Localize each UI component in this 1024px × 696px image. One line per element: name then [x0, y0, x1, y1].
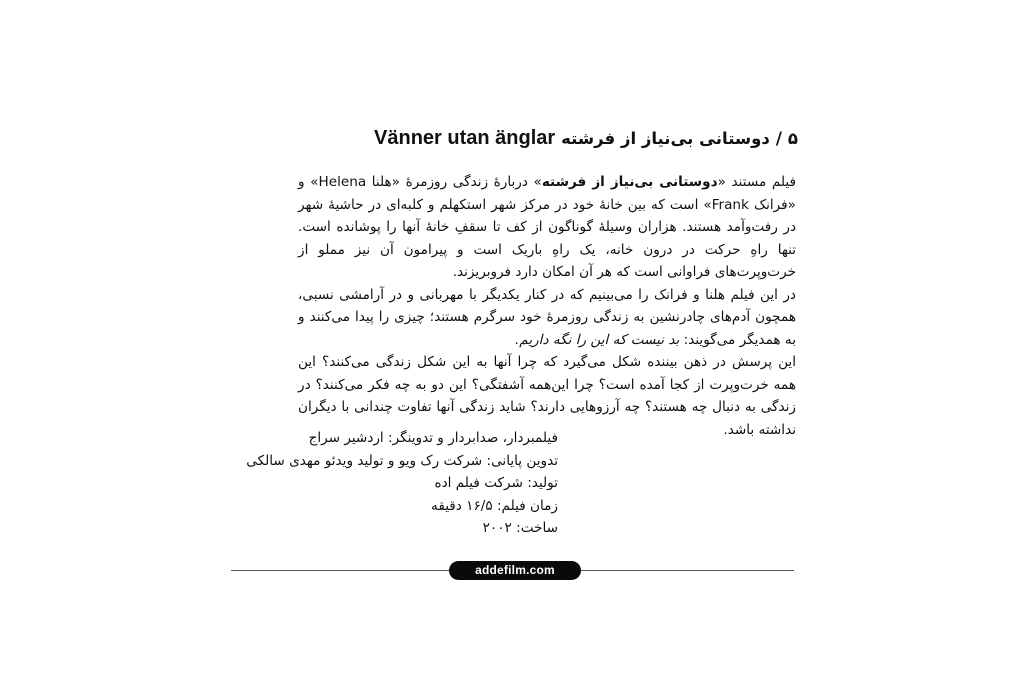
title-number: ۵ — [787, 129, 798, 148]
paragraph-1 — [298, 171, 796, 284]
credits-block — [158, 427, 558, 540]
paragraph-2 — [298, 284, 796, 352]
credit-year: ساخت: ۲۰۰۲ — [482, 520, 558, 536]
paragraph-1-start: فیلم مستند « — [717, 174, 797, 190]
page-title — [238, 121, 798, 155]
credit-camera: فیلمبردار، صدابردار و تدوینگر: اردشیر سراج — [308, 430, 558, 446]
footer-divider-left — [231, 570, 451, 571]
credit-final-edit: تدوین پایانی: شرکت رک ویو و تولید ویدئو مهدی سالکی — [246, 452, 558, 469]
paragraph-3: این پرسش در ذهن بیننده شکل می‌گیرد که چرا آنها به این شکل زندگی می‌کنند؟ این همه خرت‌وپرت از کجا آمده است؟ چرا این‌همه آشفتگی؟ این دو به چه فکر می‌کنند؟ در زندگی به دنبال چه هستند؟ چه آرزوهایی دارند؟ شاید زندگی آنها تفاوت چندانی با دیگران نداشته باشد. — [298, 354, 796, 438]
credit-duration: زمان فیلم: ۱۶/۵ دقیقه — [431, 497, 558, 514]
footer-divider-right — [581, 570, 794, 571]
film-title-inline: دوستانی بی‌نیاز از فرشته — [541, 174, 718, 190]
website-badge: addefilm.com — [449, 561, 581, 580]
title-persian: دوستانی بی‌نیاز از فرشته — [561, 129, 770, 148]
paragraph-2-text: در این فیلم هلنا و فرانک را می‌بینیم که در کنار یکدیگر با مهربانی و در آرامشی نسبی، همچون آدم‌های چادرنشین به زندگی روزمرهٔ خود سرگرم هستند؛ چیزی را پیدا می‌کنند و به همدیگر می‌گویند: — [298, 286, 796, 348]
paragraph-1-rest: » دربارهٔ زندگی روزمرهٔ «هلنا Helena» و «فرانک Frank» است که بین خانهٔ خود در مرکز شهر استکهلم و کلبه‌ای در حاشیهٔ شهر در رفت‌وآمد هستند. هزاران وسیلهٔ گوناگون از کف تا سقفِ خانهٔ آنها را پوشانده است. تنها راهِ حرکت در درون خانه، یک راهِ باریک است و پیرامون آن نیز مملو از خرت‌وپرت‌های فراوانی است که هر آن امکان دارد فروبریزند. — [298, 174, 796, 280]
title-separator: / — [775, 129, 782, 148]
synopsis — [298, 171, 796, 441]
title-latin: Vänner utan änglar — [374, 127, 556, 149]
credit-production: تولید: شرکت فیلم اده — [434, 475, 558, 491]
paragraph-2-quote: بد نیست که این را نگه داریم. — [514, 331, 680, 348]
